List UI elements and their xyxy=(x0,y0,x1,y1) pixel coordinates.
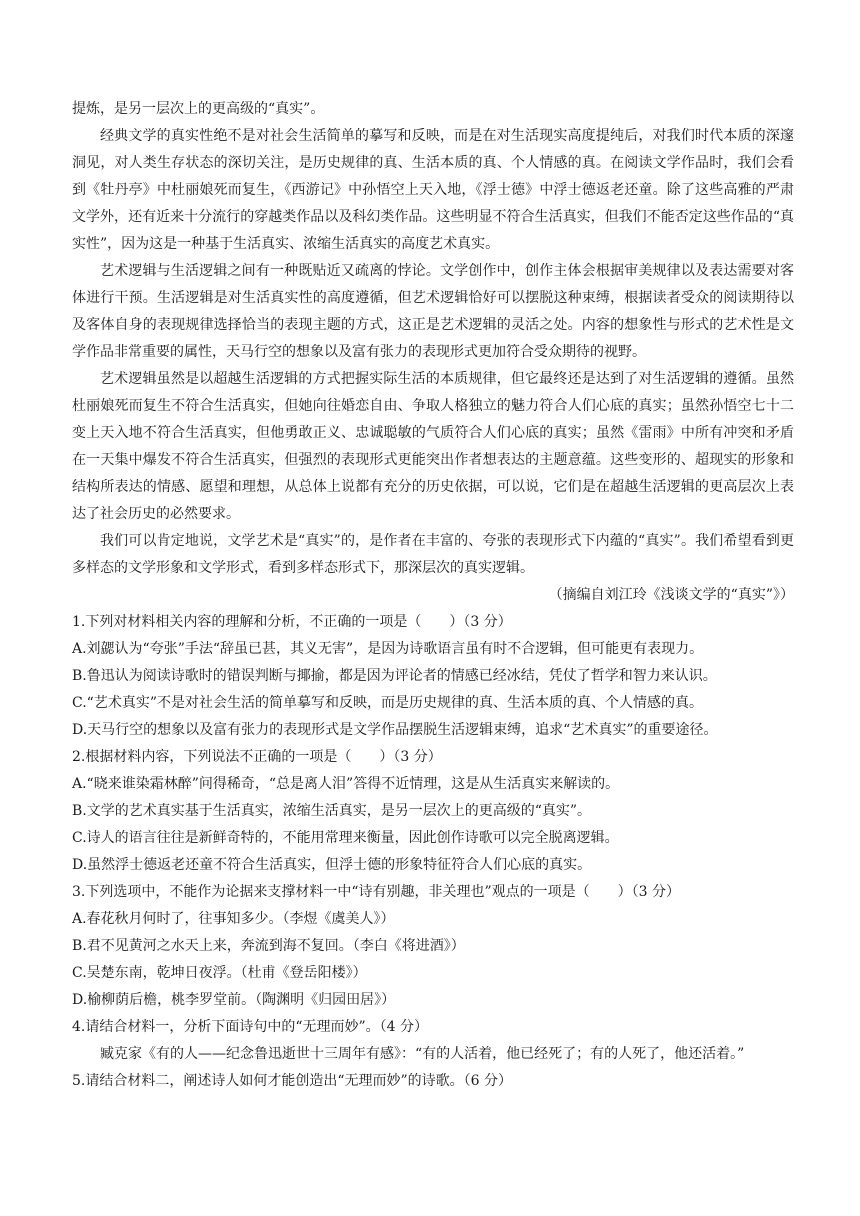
paragraph: 经典文学的真实性绝不是对社会生活简单的摹写和反映，而是在对生活现实高度提纯后，对我们时代本质的深邃洞见，对人类生存状态的深切关注，是历史规律的真、生活本质的真、个人情感的真。在阅读文学作品时，我们会看到《牡丹亭》中杜丽娘死而复生，《西游记》中孙悟空上天入地，《浮士德》中浮士德返老还童。除了这些高雅的严肃文学外，还有近来十分流行的穿越类作品以及科幻类作品。这些明显不符合生活真实，但我们不能否定这些作品的“真实性”，因为这是一种基于生活真实、浓缩生活真实的高度艺术真实。 xyxy=(72,128,794,252)
question-option: C.吴楚东南，乾坤日夜浮。（杜甫《登岳阳楼》） xyxy=(72,965,367,981)
question-option: D.天马行空的想象以及富有张力的表现形式是文学作品摆脱生活逻辑束缚，追求“艺术真实”的重要途径。 xyxy=(72,722,718,738)
question-option: C.“艺术真实”不是对社会生活的简单摹写和反映，而是历史规律的真、生活本质的真、个人情感的真。 xyxy=(72,695,703,711)
question-stem: 4.请结合材料一，分析下面诗句中的“无理而妙”。（4 分） xyxy=(72,1019,429,1035)
document-page xyxy=(72,96,794,1095)
question-stem: 5.请结合材料二，阐述诗人如何才能创造出“无理而妙”的诗歌。（6 分） xyxy=(72,1073,513,1089)
question-option: D.虽然浮士德返老还童不符合生活真实，但浮士德的形象特征符合人们心底的真实。 xyxy=(72,857,592,873)
question-option: C.诗人的语言往往是新鲜奇特的，不能用常理来衡量，因此创作诗歌可以完全脱离逻辑。 xyxy=(72,830,619,846)
question-option: B.鲁迅认为阅读诗歌时的错误判断与揶揄，都是因为评论者的情感已经冰结，凭仗了哲学和智力来认识。 xyxy=(72,668,717,684)
quoted-poem: 臧克家《有的人——纪念鲁迅逝世十三周年有感》：“有的人活着，他已经死了；有的人死了，他还活着。” xyxy=(100,1046,745,1062)
paragraph: 我们可以肯定地说，文学艺术是“真实”的，是作者在丰富的、夸张的表现形式下内蕴的“真实”。我们希望看到更多样态的文学形象和文学形式，看到多样态形式下，那深层次的真实逻辑。 xyxy=(72,533,794,576)
source-citation: （摘编自刘江玲《浅谈文学的“真实”》） xyxy=(548,587,794,603)
question-stem: 2.根据材料内容，下列说法不正确的一项是（ ）（3 分） xyxy=(72,749,442,765)
paragraph: 艺术逻辑虽然是以超越生活逻辑的方式把握实际生活的本质规律，但它最终还是达到了对生活逻辑的遵循。虽然杜丽娘死而复生不符合生活真实，但她向往婚恋自由、争取人格独立的魅力符合人们心底的真实；虽然孙悟空七十二变上天入地不符合生活真实，但他勇敢正义、忠诚聪敏的气质符合人们心底的真实；虽然《雷雨》中所有冲突和矛盾在一天集中爆发不符合生活真实，但强烈的表现形式更能突出作者想表达的主题意蕴。这些变形的、超现实的形象和结构所表达的情感、愿望和理想，从总体上说都有充分的历史依据，可以说，它们是在超越生活逻辑的更高层次上表达了社会历史的必然要求。 xyxy=(72,371,794,522)
question-option: B.文学的艺术真实基于生活真实，浓缩生活真实，是另一层次上的更高级的“真实”。 xyxy=(72,803,592,819)
paragraph-continuation: 提炼，是另一层次上的更高级的“真实”。 xyxy=(72,101,325,117)
question-option: A.“晓来谁染霜林醉”问得稀奇，“总是离人泪”答得不近情理，这是从生活真实来解读的。 xyxy=(72,776,620,792)
question-option: A.刘勰认为“夸张”手法“辞虽已甚，其义无害”，是因为诗歌语言虽有时不合逻辑，但可能更有表现力。 xyxy=(72,641,704,657)
question-stem: 1.下列对材料相关内容的理解和分析，不正确的一项是（ ）（3 分） xyxy=(72,614,512,630)
paragraph: 艺术逻辑与生活逻辑之间有一种既贴近又疏离的悖论。文学创作中，创作主体会根据审美规律以及表达需要对客体进行干预。生活逻辑是对生活真实性的高度遵循，但艺术逻辑恰好可以摆脱这种束缚，根据读者受众的阅读期待以及客体自身的表现规律选择恰当的表现主题的方式，这正是艺术逻辑的灵活之处。内容的想象性与形式的艺术性是文学作品非常重要的属性，天马行空的想象以及富有张力的表现形式更加符合受众期待的视野。 xyxy=(72,263,794,360)
question-option: A.春花秋月何时了，往事知多少。（李煜《虞美人》） xyxy=(72,911,395,927)
question-option: D.榆柳荫后檐，桃李罗堂前。（陶渊明《归园田居》） xyxy=(72,992,396,1008)
question-option: B.君不见黄河之水天上来，奔流到海不复回。（李白《将进酒》） xyxy=(72,938,465,954)
question-stem: 3.下列选项中，不能作为论据来支撑材料一中“诗有别趣，非关理也”观点的一项是（ ）（3 分） xyxy=(72,884,681,900)
